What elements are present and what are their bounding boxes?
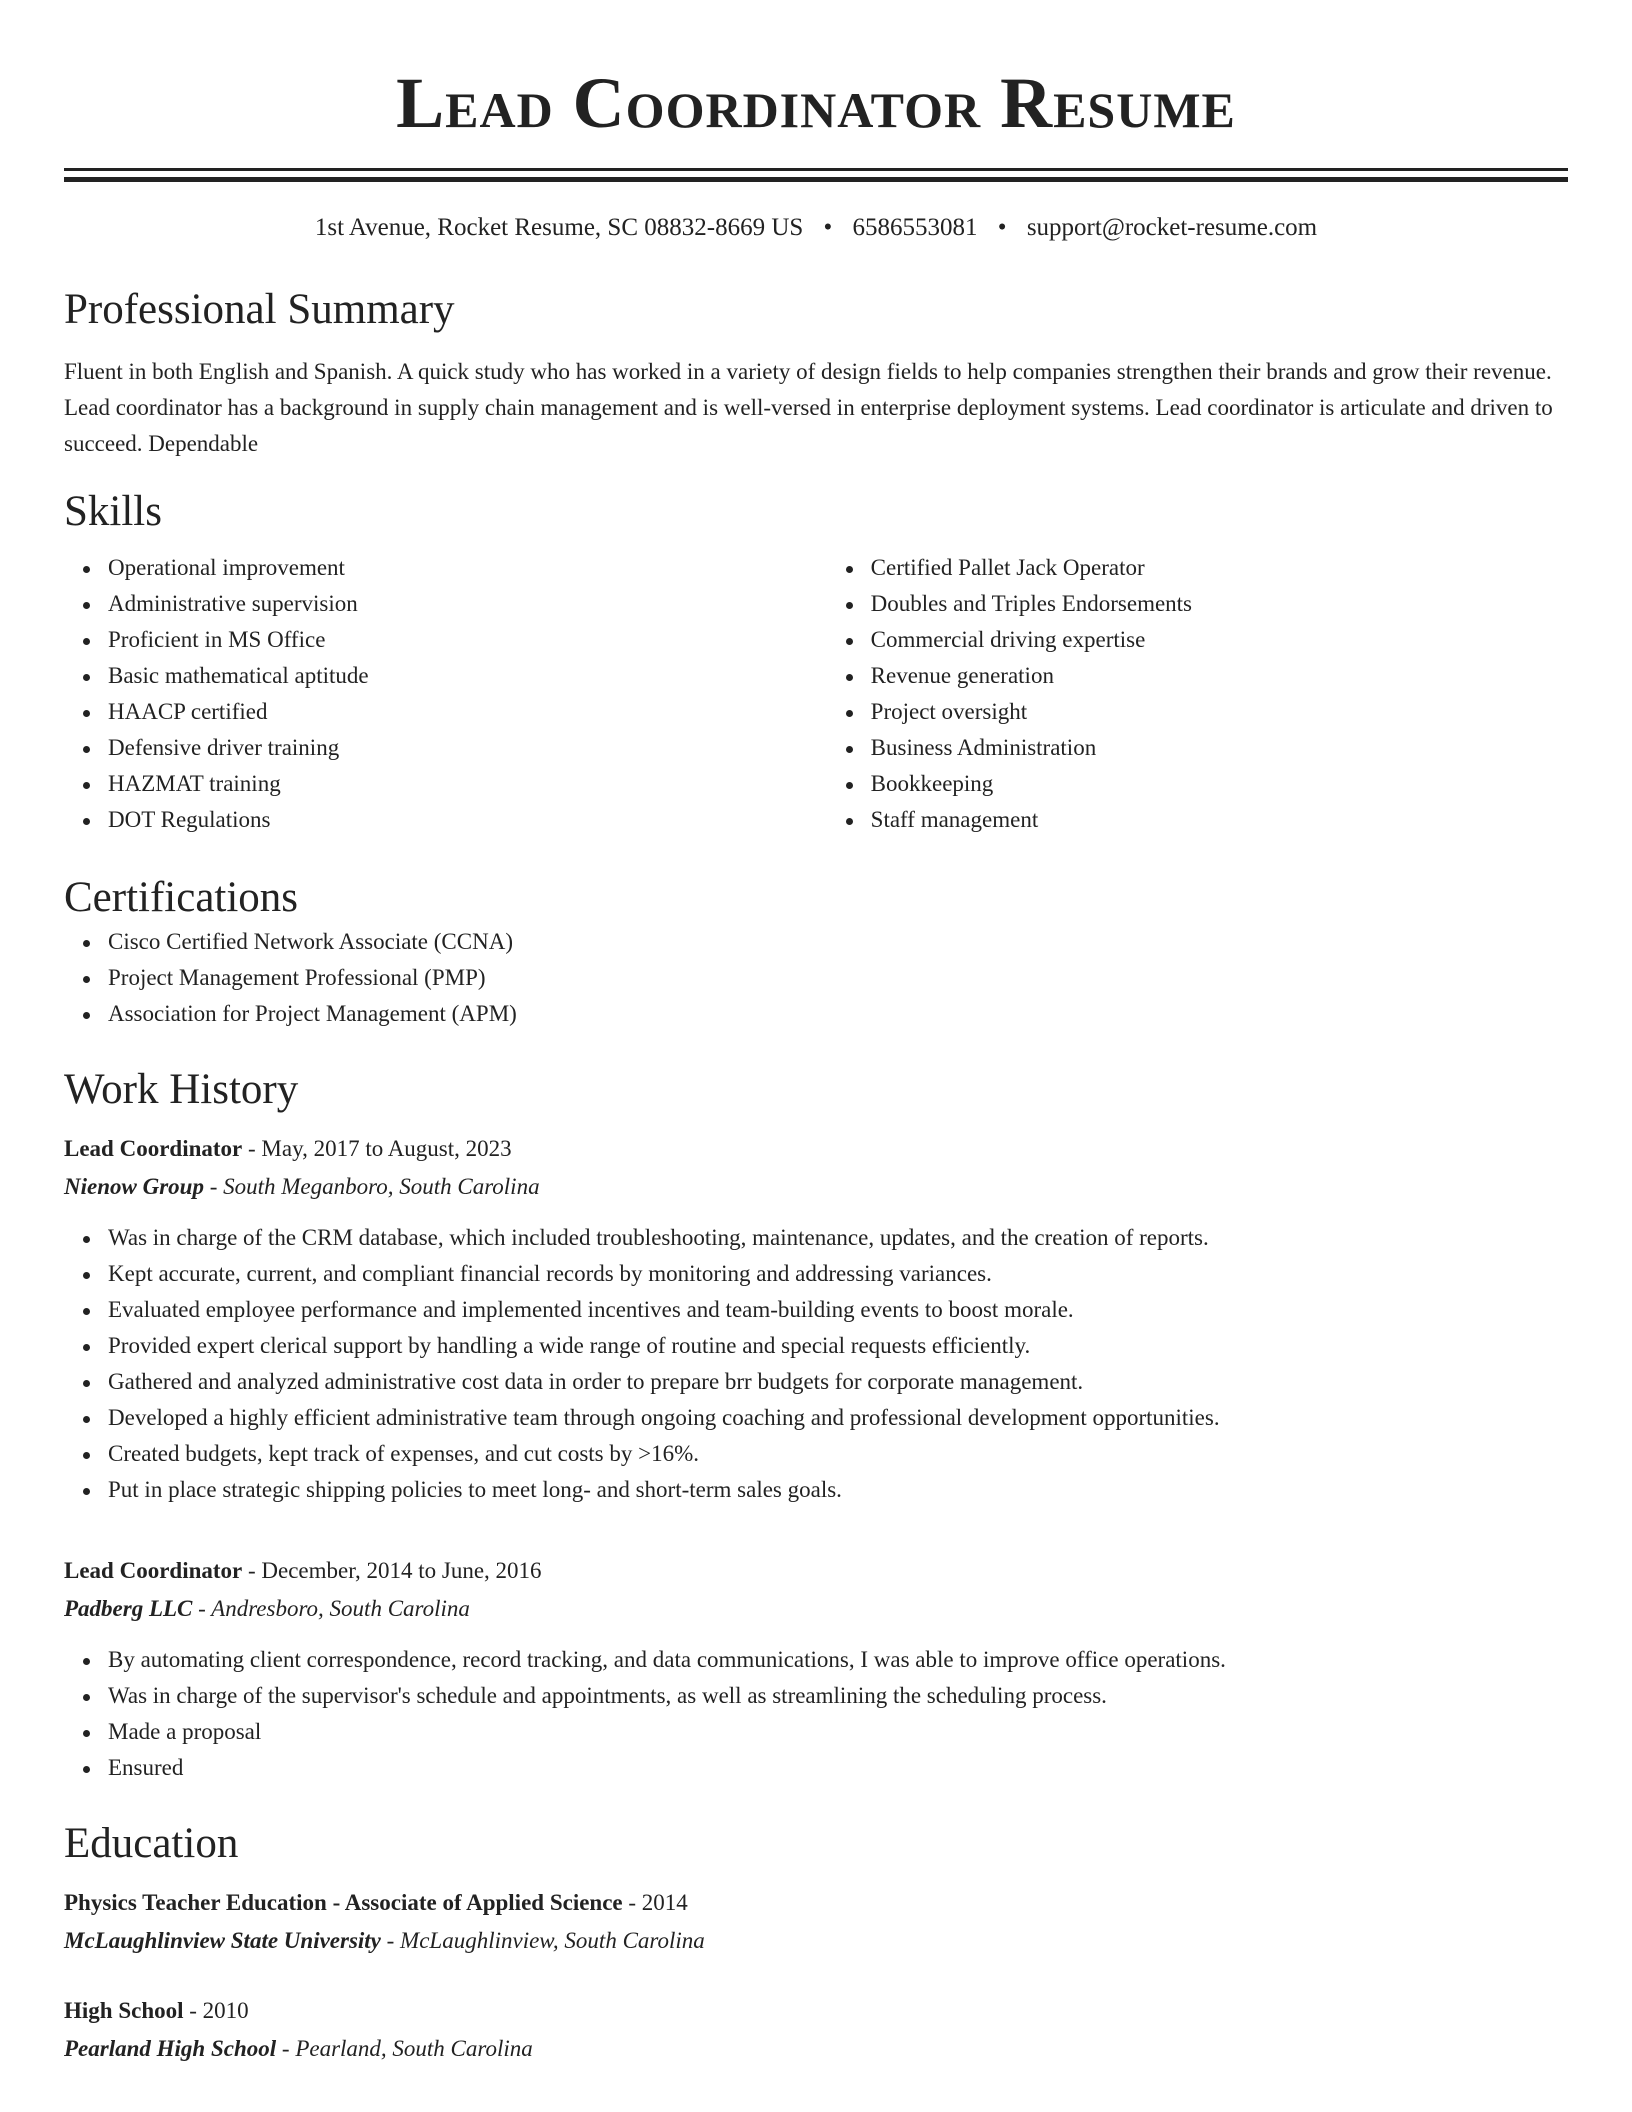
job-entry bbox=[64, 1552, 1568, 1786]
skill-item: Defensive driver training bbox=[108, 730, 827, 766]
contact-separator: • bbox=[997, 214, 1007, 241]
skills-list bbox=[64, 550, 1568, 838]
job-dates: - December, 2014 to June, 2016 bbox=[242, 1558, 542, 1583]
job-bullet: Was in charge of the CRM database, which included troubleshooting, maintenance, updates, and the creation of reports. bbox=[108, 1220, 1568, 1256]
certification-item: Cisco Certified Network Associate (CCNA) bbox=[108, 924, 1568, 960]
job-bullet: Developed a highly efficient administrative team through ongoing coaching and professional development opportunities. bbox=[108, 1400, 1568, 1436]
contact-line bbox=[64, 212, 1568, 244]
job-bullet: Kept accurate, current, and compliant financial records by monitoring and addressing variances. bbox=[108, 1256, 1568, 1292]
skill-item: Business Administration bbox=[871, 730, 1568, 766]
certification-item: Project Management Professional (PMP) bbox=[108, 960, 1568, 996]
job-bullet: Was in charge of the supervisor's schedule and appointments, as well as streamlining the scheduling process. bbox=[108, 1678, 1568, 1714]
certifications-list bbox=[64, 924, 1568, 1032]
job-company-line bbox=[64, 1590, 1568, 1628]
certifications-heading: Certifications bbox=[64, 874, 299, 921]
job-bullet: Put in place strategic shipping policies to meet long- and short-term sales goals. bbox=[108, 1472, 1568, 1508]
summary-heading: Professional Summary bbox=[64, 286, 455, 333]
header-divider-bottom bbox=[64, 177, 1568, 182]
job-title-line bbox=[64, 1130, 1568, 1168]
skill-item: HAACP certified bbox=[108, 694, 827, 730]
job-entry bbox=[64, 1130, 1568, 1508]
education-school-line bbox=[64, 2030, 1568, 2068]
skill-item: Basic mathematical aptitude bbox=[108, 658, 827, 694]
skill-item: Operational improvement bbox=[108, 550, 827, 586]
job-bullets bbox=[64, 1220, 1568, 1508]
skill-item: HAZMAT training bbox=[108, 766, 827, 802]
skills-column-left bbox=[64, 550, 827, 838]
job-location: - South Meganboro, South Carolina bbox=[203, 1174, 540, 1199]
job-bullet: Evaluated employee performance and implemented incentives and team-building events to boost morale. bbox=[108, 1292, 1568, 1328]
contact-phone: 6586553081 bbox=[852, 214, 978, 241]
work-history-heading: Work History bbox=[64, 1066, 299, 1113]
education-degree: High School bbox=[64, 1998, 184, 2023]
job-company-line bbox=[64, 1168, 1568, 1206]
skills-column-right bbox=[827, 550, 1568, 838]
job-title: Lead Coordinator bbox=[64, 1558, 243, 1583]
summary-text: Fluent in both English and Spanish. A quick study who has worked in a variety of design fields to help companies strengthen their brands and grow their revenue. Lead coordinator has a background in supply chain management and is well-versed in enterprise deployment systems. Lead coordinator is articulate and driven to succeed. Dependable bbox=[64, 359, 1553, 456]
job-company: Nienow Group bbox=[64, 1174, 204, 1199]
education-location: - Pearland, South Carolina bbox=[276, 2036, 533, 2061]
skills-heading: Skills bbox=[64, 488, 162, 535]
job-company: Padberg LLC bbox=[64, 1596, 193, 1621]
education-year: - 2014 bbox=[622, 1890, 688, 1915]
job-bullets bbox=[64, 1642, 1568, 1786]
job-bullet: Provided expert clerical support by handling a wide range of routine and special requests efficiently. bbox=[108, 1328, 1568, 1364]
education-location: - McLaughlinview, South Carolina bbox=[380, 1928, 705, 1953]
skill-item: Certified Pallet Jack Operator bbox=[871, 550, 1568, 586]
education-heading: Education bbox=[64, 1820, 239, 1867]
job-bullet: Gathered and analyzed administrative cost data in order to prepare brr budgets for corporate management. bbox=[108, 1364, 1568, 1400]
education-school: McLaughlinview State University bbox=[64, 1928, 381, 1953]
job-dates: - May, 2017 to August, 2023 bbox=[242, 1136, 512, 1161]
job-title-line bbox=[64, 1552, 1568, 1590]
skill-item: Commercial driving expertise bbox=[871, 622, 1568, 658]
skill-item: Project oversight bbox=[871, 694, 1568, 730]
education-degree: Physics Teacher Education - Associate of Applied Science bbox=[64, 1890, 623, 1915]
skill-item: Doubles and Triples Endorsements bbox=[871, 586, 1568, 622]
education-entry bbox=[64, 1884, 1568, 1960]
job-bullet: Created budgets, kept track of expenses, and cut costs by >16%. bbox=[108, 1436, 1568, 1472]
education-degree-line bbox=[64, 1884, 1568, 1922]
education-entry bbox=[64, 1992, 1568, 2068]
resume-title: Lead Coordinator Resume bbox=[396, 63, 1236, 143]
education-school-line bbox=[64, 1922, 1568, 1960]
contact-separator: • bbox=[823, 214, 833, 241]
skill-item: Administrative supervision bbox=[108, 586, 827, 622]
job-location: - Andresboro, South Carolina bbox=[192, 1596, 470, 1621]
job-bullet: Ensured bbox=[108, 1750, 1568, 1786]
skill-item: Revenue generation bbox=[871, 658, 1568, 694]
contact-address: 1st Avenue, Rocket Resume, SC 08832-8669 US bbox=[314, 214, 804, 241]
education-year: - 2010 bbox=[183, 1998, 249, 2023]
header-divider-top bbox=[64, 168, 1568, 171]
education-degree-line bbox=[64, 1992, 1568, 2030]
education-school: Pearland High School bbox=[64, 2036, 277, 2061]
certification-item: Association for Project Management (APM) bbox=[108, 996, 1568, 1032]
skill-item: DOT Regulations bbox=[108, 802, 827, 838]
job-bullet: By automating client correspondence, record tracking, and data communications, I was able to improve office operations. bbox=[108, 1642, 1568, 1678]
skill-item: Bookkeeping bbox=[871, 766, 1568, 802]
job-bullet: Made a proposal bbox=[108, 1714, 1568, 1750]
skill-item: Proficient in MS Office bbox=[108, 622, 827, 658]
skill-item: Staff management bbox=[871, 802, 1568, 838]
contact-email: support@rocket-resume.com bbox=[1026, 214, 1318, 241]
job-title: Lead Coordinator bbox=[64, 1136, 243, 1161]
